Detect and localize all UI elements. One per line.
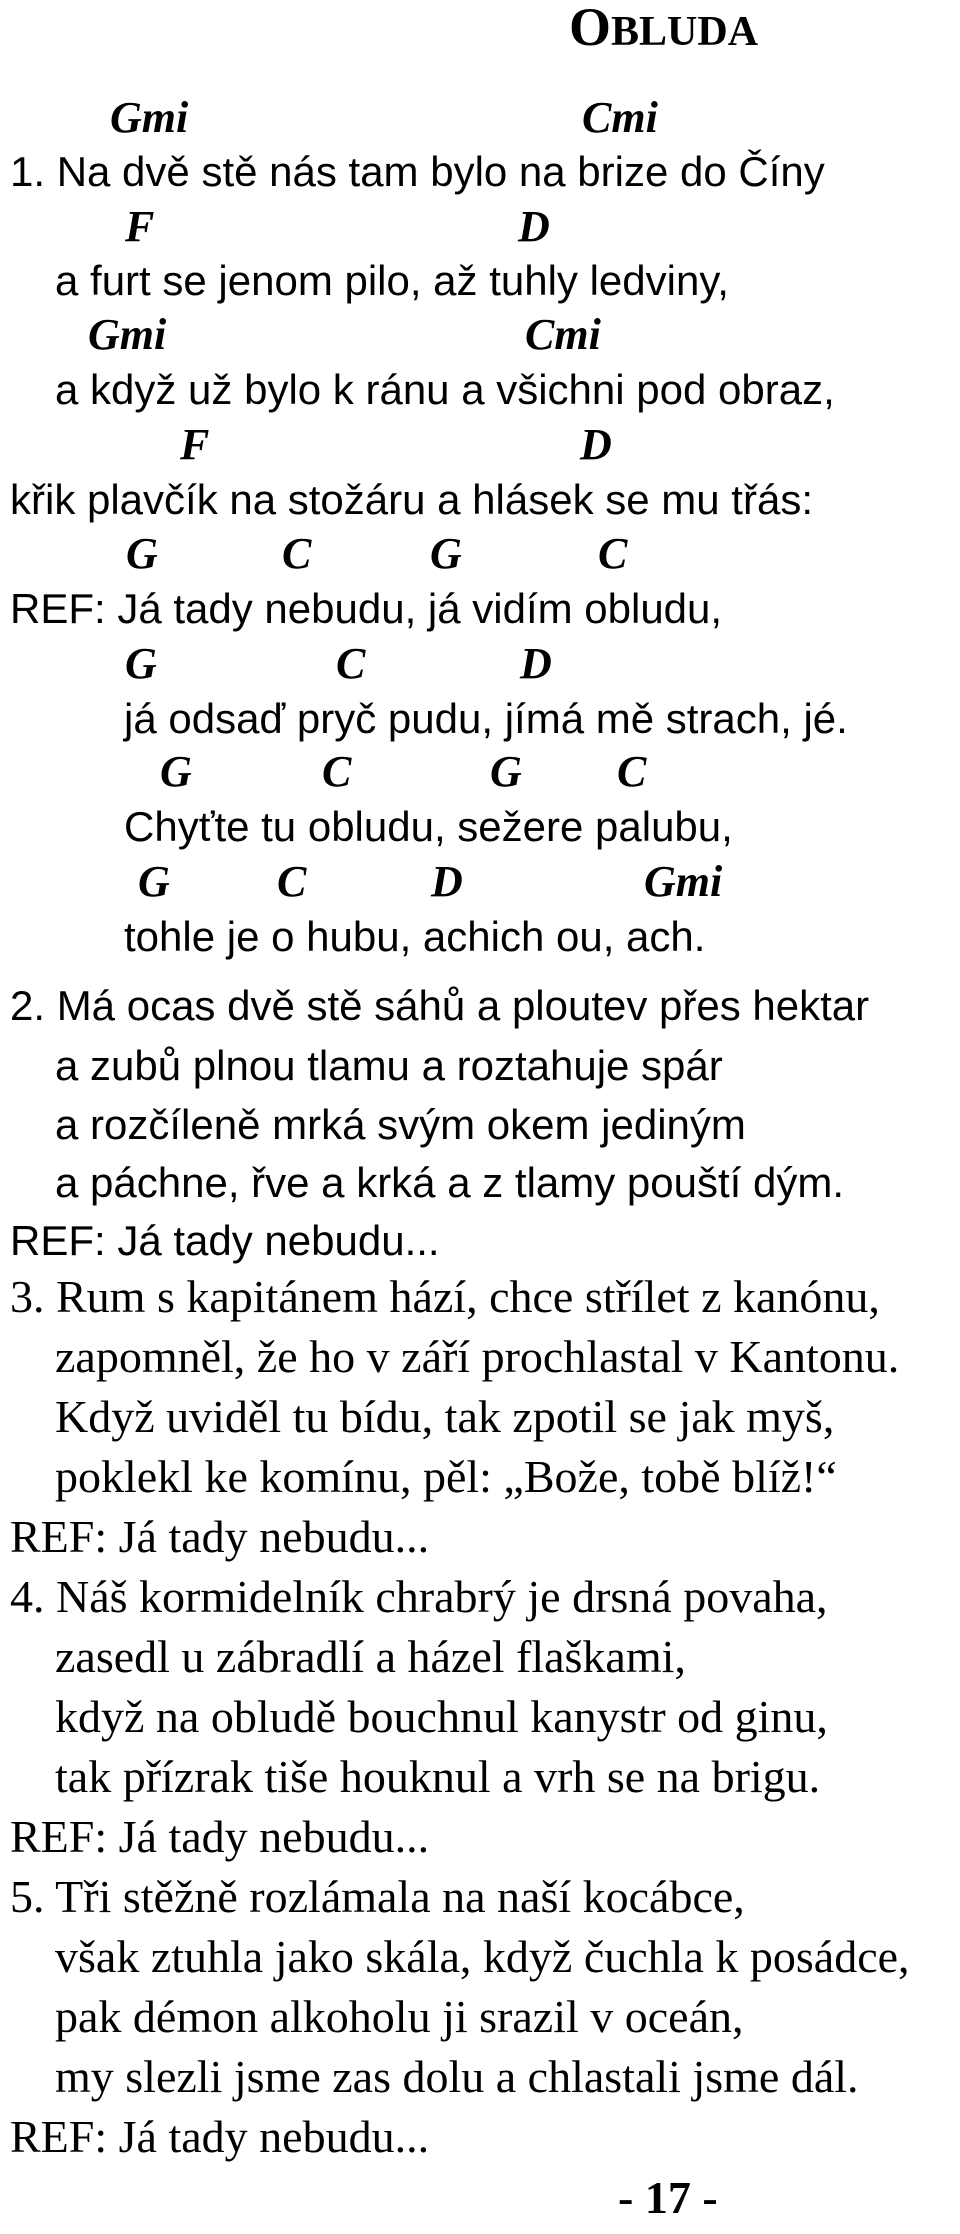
chord: C: [598, 529, 628, 578]
lyric-line: 1. Na dvě stě nás tam bylo na brize do Číny: [10, 148, 825, 195]
chord: Cmi: [582, 93, 658, 142]
lyric-line: poklekl ke komínu, pěl: „Bože, tobě blíž!“: [55, 1451, 837, 1502]
lyric-line: zasedl u zábradlí a házel flaškami,: [55, 1631, 686, 1682]
refrain-line: Chyťte tu obludu, sežere palubu,: [124, 803, 733, 850]
lyric-line: 2. Má ocas dvě stě sáhů a ploutev přes hektar: [10, 982, 870, 1029]
title-rest: BLUDA: [611, 9, 759, 55]
lyric-line: Když uviděl tu bídu, tak zpotil se jak myš,: [55, 1391, 835, 1442]
refrain-line: REF: Já tady nebudu, já vidím obludu,: [10, 585, 723, 632]
lyric-line: křik plavčík na stožáru a hlásek se mu třás:: [10, 476, 813, 523]
title-initial: O: [569, 0, 612, 57]
chord: G: [138, 857, 170, 906]
page-number: - 17 -: [618, 2172, 718, 2223]
refrain-line: já odsaď pryč pudu, jímá mě strach, jé.: [124, 695, 848, 742]
lyric-line: 5. Tři stěžně rozlámala na naší kocábce,: [10, 1871, 745, 1922]
chord: C: [617, 747, 647, 796]
lyric-line: 3. Rum s kapitánem hází, chce střílet z kanónu,: [10, 1271, 880, 1322]
refrain-reference: REF: Já tady nebudu...: [10, 1811, 430, 1862]
lyric-line: a furt se jenom pilo, až tuhly ledviny,: [55, 257, 729, 304]
chord: D: [580, 420, 612, 469]
chord: C: [336, 639, 366, 688]
lyric-line: a když už bylo k ránu a všichni pod obraz,: [55, 366, 835, 413]
lyric-line: pak démon alkoholu ji srazil v oceán,: [55, 1991, 744, 2042]
chord: G: [490, 747, 522, 796]
chord: Gmi: [110, 93, 189, 142]
chord: G: [430, 529, 462, 578]
lyric-line: tak přízrak tiše houknul a vrh se na brigu.: [55, 1751, 821, 1802]
chord: F: [125, 202, 155, 251]
chord: D: [518, 202, 550, 251]
lyric-line: však ztuhla jako skála, když čuchla k posádce,: [55, 1931, 910, 1982]
song-title: [569, 0, 759, 57]
refrain-reference: REF: Já tady nebudu...: [10, 1217, 440, 1264]
chord: D: [520, 639, 552, 688]
chord: G: [125, 639, 157, 688]
chord: C: [322, 747, 352, 796]
lyric-line: když na obludě bouchnul kanystr od ginu,: [55, 1691, 828, 1742]
lyric-line: 4. Náš kormidelník chrabrý je drsná povaha,: [10, 1571, 828, 1622]
refrain-reference: REF: Já tady nebudu...: [10, 1511, 430, 1562]
chord: C: [282, 529, 312, 578]
chord: Gmi: [644, 857, 723, 906]
lyric-line: a zubů plnou tlamu a roztahuje spár: [55, 1042, 723, 1089]
chord: G: [126, 529, 158, 578]
lyric-line: zapomněl, že ho v září prochlastal v Kantonu.: [55, 1331, 900, 1382]
chord: Gmi: [88, 310, 167, 359]
refrain-line: tohle je o hubu, achich ou, ach.: [124, 913, 706, 960]
lyric-line: a páchne, řve a krká a z tlamy pouští dým.: [55, 1159, 845, 1206]
lyric-line: a rozčíleně mrká svým okem jediným: [55, 1101, 746, 1148]
chord: G: [160, 747, 192, 796]
chord: C: [277, 857, 307, 906]
chord: Cmi: [525, 310, 601, 359]
chord: D: [431, 857, 463, 906]
chord: F: [180, 420, 210, 469]
lyric-line: my slezli jsme zas dolu a chlastali jsme dál.: [55, 2051, 859, 2102]
refrain-reference: REF: Já tady nebudu...: [10, 2111, 430, 2162]
